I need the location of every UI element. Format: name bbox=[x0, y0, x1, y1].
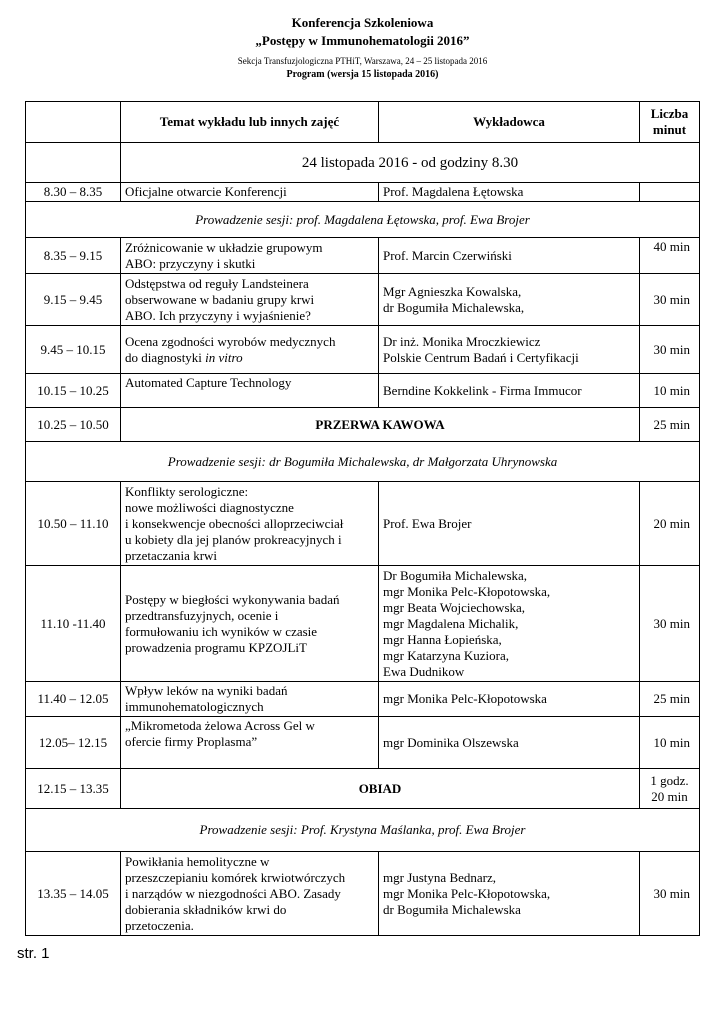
minutes-cell: 25 min bbox=[640, 682, 700, 717]
lunch-break: OBIAD bbox=[121, 769, 640, 809]
time-cell: 13.35 – 14.05 bbox=[26, 852, 121, 936]
break-row bbox=[26, 408, 700, 442]
minutes-cell: 30 min bbox=[640, 566, 700, 682]
time-cell: 10.15 – 10.25 bbox=[26, 374, 121, 408]
page-number: str. 1 bbox=[17, 945, 50, 962]
speaker-cell: mgr Dominika Olszewska bbox=[379, 717, 640, 769]
minutes-cell: 30 min bbox=[640, 326, 700, 374]
time-cell: 11.40 – 12.05 bbox=[26, 682, 121, 717]
topic-text: Ocena zgodności wyrobów medycznych do diagnostyki bbox=[125, 333, 336, 365]
session-chairs: Prowadzenie sesji: dr Bogumiła Michalewska, dr Małgorzata Uhrynowska bbox=[26, 442, 700, 482]
program-version: Program (wersja 15 listopada 2016) bbox=[286, 69, 439, 80]
topic-cell: Wpływ leków na wyniki badań immunohematologicznych bbox=[121, 682, 379, 717]
speaker-cell: Dr inż. Monika Mroczkiewicz Polskie Centrum Badań i Certyfikacji bbox=[379, 326, 640, 374]
minutes-cell: 30 min bbox=[640, 852, 700, 936]
topic-cell: Konflikty serologiczne: nowe możliwości diagnostyczne i konsekwencje obecności alloprzeciwciał u kobiety dla jej planów prokreacyjnych i przetaczania krwi bbox=[121, 482, 379, 566]
time-cell: 8.30 – 8.35 bbox=[26, 183, 121, 202]
table-header-row bbox=[26, 102, 700, 143]
table-row bbox=[26, 326, 700, 374]
table-row bbox=[26, 374, 700, 408]
minutes-cell: 1 godz. 20 min bbox=[640, 769, 700, 809]
topic-emphasis: in vitro bbox=[205, 349, 243, 365]
header-speaker: Wykładowca bbox=[379, 102, 640, 143]
speaker-cell: Prof. Ewa Brojer bbox=[379, 482, 640, 566]
session-chairs: Prowadzenie sesji: prof. Magdalena Łętowska, prof. Ewa Brojer bbox=[26, 202, 700, 238]
table-row bbox=[26, 566, 700, 682]
program-table bbox=[25, 101, 700, 936]
speaker-cell: Prof. Marcin Czerwiński bbox=[379, 238, 640, 274]
conference-subtitle: „Postępy w Immunohematologii 2016” bbox=[255, 33, 470, 48]
session-row bbox=[26, 809, 700, 852]
time-cell: 10.50 – 11.10 bbox=[26, 482, 121, 566]
session-chairs: Prowadzenie sesji: Prof. Krystyna Maślanka, prof. Ewa Brojer bbox=[26, 809, 700, 852]
topic-cell: Postępy w biegłości wykonywania badań przedtransfuzyjnych, ocenie i formułowaniu ich wyników w czasie prowadzenia programu KPZOJLiT bbox=[121, 566, 379, 682]
time-cell: 12.15 – 13.35 bbox=[26, 769, 121, 809]
day-row bbox=[26, 143, 700, 183]
time-cell: 8.35 – 9.15 bbox=[26, 238, 121, 274]
break-row bbox=[26, 769, 700, 809]
topic-cell: Powikłania hemolityczne w przeszczepianiu komórek krwiotwórczych i narządów w niezgodności ABO. Zasady dobierania składników krwi do przetoczenia. bbox=[121, 852, 379, 936]
session-row bbox=[26, 202, 700, 238]
time-cell: 9.45 – 10.15 bbox=[26, 326, 121, 374]
day-time-cell bbox=[26, 143, 121, 183]
organizer-line: Sekcja Transfuzjologiczna PTHiT, Warszawa, 24 – 25 listopada 2016 bbox=[237, 56, 488, 66]
table-row bbox=[26, 183, 700, 202]
header-minutes: Liczba minut bbox=[640, 102, 700, 143]
session-row bbox=[26, 442, 700, 482]
table-row bbox=[26, 274, 700, 326]
topic-cell: „Mikrometoda żelowa Across Gel w ofercie firmy Proplasma” bbox=[121, 717, 379, 769]
minutes-cell: 25 min bbox=[640, 408, 700, 442]
topic-cell: Oficjalne otwarcie Konferencji bbox=[121, 183, 379, 202]
coffee-break: PRZERWA KAWOWA bbox=[121, 408, 640, 442]
table-row bbox=[26, 238, 700, 274]
speaker-cell: mgr Justyna Bednarz, mgr Monika Pelc-Kłopotowska, dr Bogumiła Michalewska bbox=[379, 852, 640, 936]
topic-cell: Zróżnicowanie w układzie grupowym ABO: przyczyny i skutki bbox=[121, 238, 379, 274]
table-row bbox=[26, 852, 700, 936]
minutes-cell: 40 min bbox=[640, 238, 700, 274]
conference-title: Konferencja Szkoleniowa bbox=[291, 15, 434, 30]
table-row bbox=[26, 682, 700, 717]
header-topic: Temat wykładu lub innych zajęć bbox=[121, 102, 379, 143]
speaker-cell: mgr Monika Pelc-Kłopotowska bbox=[379, 682, 640, 717]
speaker-cell: Berndine Kokkelink - Firma Immucor bbox=[379, 374, 640, 408]
time-cell: 9.15 – 9.45 bbox=[26, 274, 121, 326]
day-heading: 24 listopada 2016 - od godziny 8.30 bbox=[121, 143, 700, 183]
speaker-cell: Prof. Magdalena Łętowska bbox=[379, 183, 640, 202]
minutes-cell bbox=[640, 183, 700, 202]
speaker-cell: Mgr Agnieszka Kowalska, dr Bogumiła Michalewska, bbox=[379, 274, 640, 326]
table-row bbox=[26, 482, 700, 566]
header-time-cell bbox=[26, 102, 121, 143]
time-cell: 11.10 -11.40 bbox=[26, 566, 121, 682]
minutes-cell: 30 min bbox=[640, 274, 700, 326]
minutes-cell: 10 min bbox=[640, 717, 700, 769]
topic-cell bbox=[121, 326, 379, 374]
topic-cell: Automated Capture Technology bbox=[121, 374, 379, 408]
topic-cell: Odstępstwa od reguły Landsteinera obserwowane w badaniu grupy krwi ABO. Ich przyczyny i wyjaśnienie? bbox=[121, 274, 379, 326]
time-cell: 12.05– 12.15 bbox=[26, 717, 121, 769]
minutes-cell: 20 min bbox=[640, 482, 700, 566]
speaker-cell: Dr Bogumiła Michalewska, mgr Monika Pelc-Kłopotowska, mgr Beata Wojciechowska, mgr Magdalena Michalik, mgr Hanna Łopieńska, mgr Katarzyna Kuziora, Ewa Dudnikow bbox=[379, 566, 640, 682]
time-cell: 10.25 – 10.50 bbox=[26, 408, 121, 442]
table-row bbox=[26, 717, 700, 769]
minutes-cell: 10 min bbox=[640, 374, 700, 408]
